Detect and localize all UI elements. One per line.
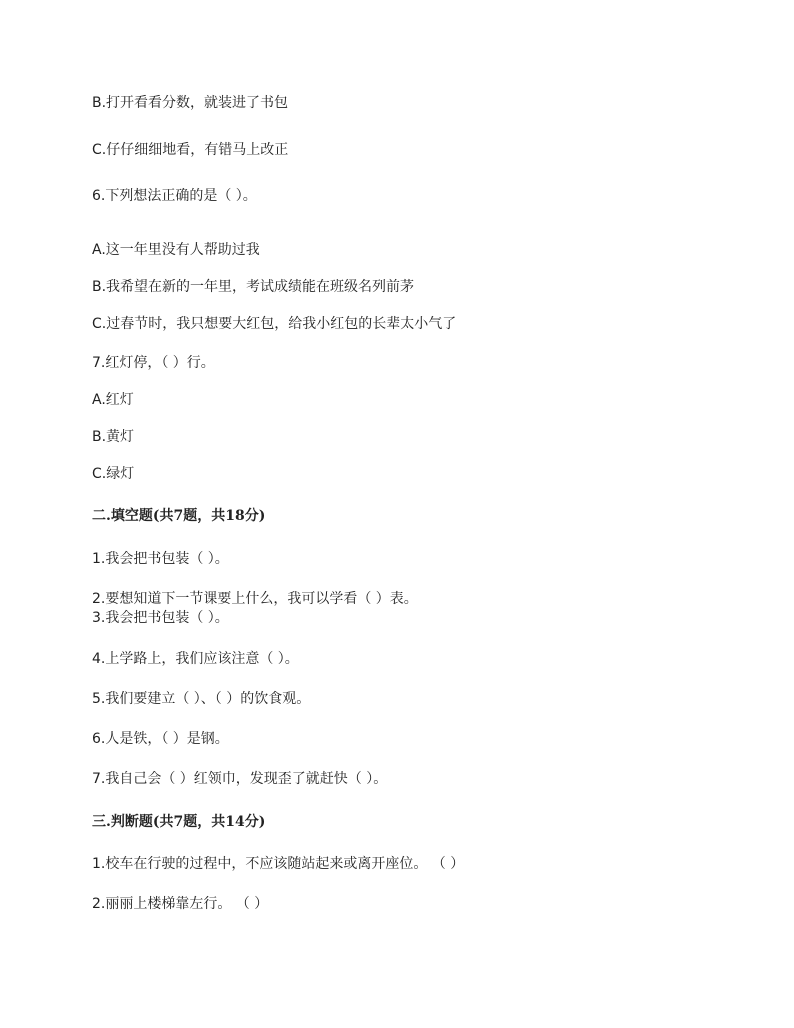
fill-question-6: 6.人是铁，（ ）是钢。 — [92, 731, 229, 747]
q5-option-c: C.仔仔细细地看，有错马上改正 — [92, 142, 289, 158]
fill-question-2: 2.要想知道下一节课要上什么，我可以学看（ ）表。 — [92, 591, 418, 607]
q6-option-c: C.过春节时，我只想要大红包，给我小红包的长辈太小气了 — [92, 316, 457, 332]
q5-option-b: B.打开看看分数，就装进了书包 — [92, 95, 289, 111]
q6-option-a: A.这一年里没有人帮助过我 — [92, 242, 260, 258]
question-6: 6.下列想法正确的是（ ）。 — [92, 188, 257, 204]
judge-question-2: 2.丽丽上楼梯靠左行。 （ ） — [92, 896, 269, 912]
q7-option-c: C.绿灯 — [92, 466, 135, 482]
fill-question-7: 7.我自己会（ ）红领巾，发现歪了就赶快（ ）。 — [92, 771, 388, 787]
fill-question-4: 4.上学路上，我们应该注意（ ）。 — [92, 651, 299, 667]
q6-option-b: B.我希望在新的一年里，考试成绩能在班级名列前茅 — [92, 279, 415, 295]
q7-option-b: B.黄灯 — [92, 429, 135, 445]
judge-question-1: 1.校车在行驶的过程中，不应该随站起来或离开座位。 （ ） — [92, 856, 465, 872]
section-3-heading: 三.判断题(共7题，共14分) — [92, 814, 266, 830]
fill-question-3: 3.我会把书包装（ ）。 — [92, 610, 229, 626]
q7-option-a: A.红灯 — [92, 392, 134, 408]
fill-question-1: 1.我会把书包装（ ）。 — [92, 551, 229, 567]
fill-question-5: 5.我们要建立（ ）、（ ）的饮食观。 — [92, 691, 311, 707]
section-2-heading: 二.填空题(共7题，共18分) — [92, 508, 266, 524]
question-7: 7.红灯停，（ ）行。 — [92, 355, 215, 371]
